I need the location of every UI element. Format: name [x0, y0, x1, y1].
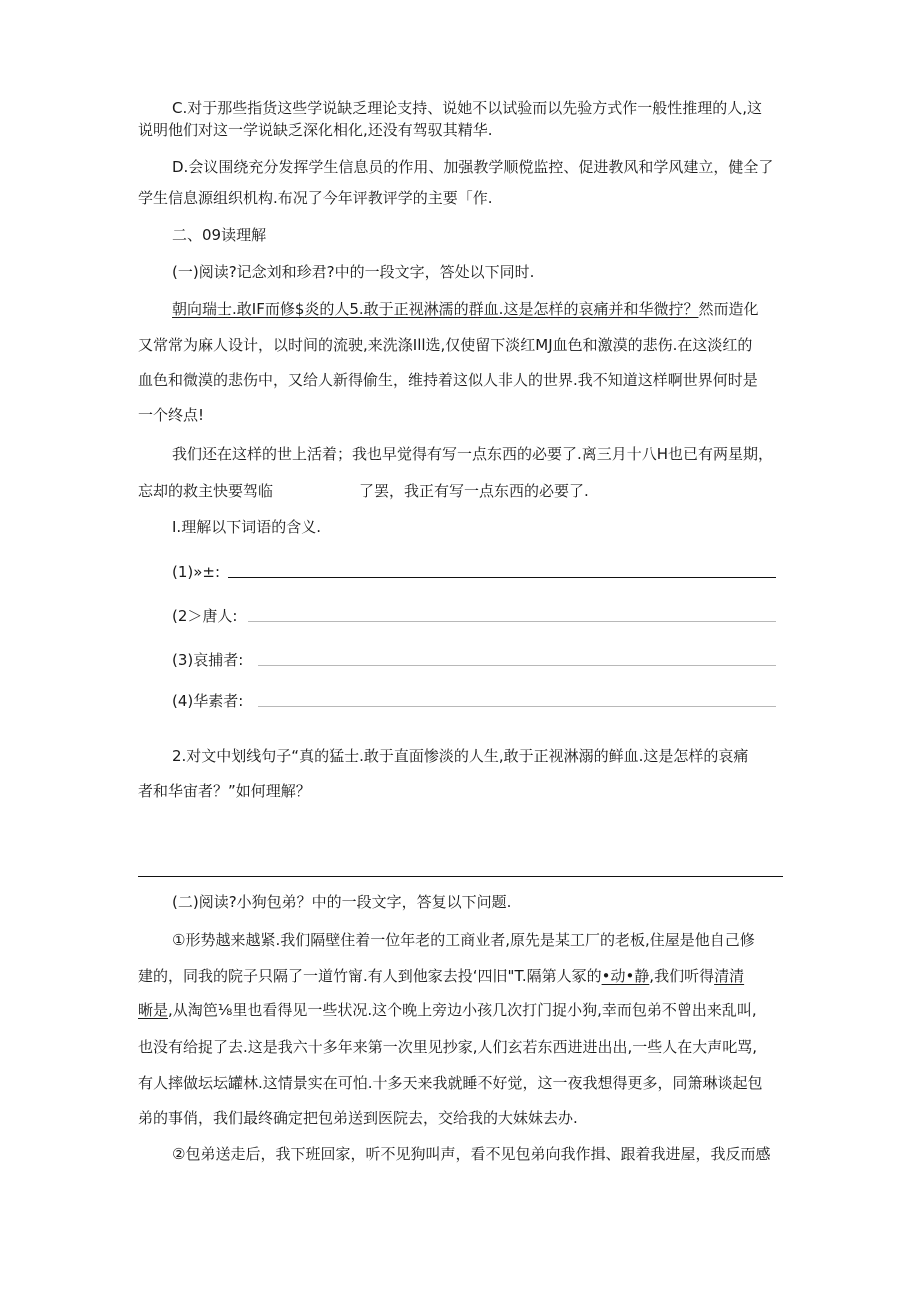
answer-line-1[interactable] — [228, 577, 776, 578]
passage2-p1-line1: ①形势越来越紧.我们隔壁住着一位年老的工商业者,原先是某工厂的老板,住屋是他自己修 — [172, 931, 755, 949]
underlined-word: 清清 — [714, 967, 745, 985]
underlined-word: 晰是 — [138, 1001, 169, 1019]
text-run: 建的，同我的院子只隔了一道竹甯.有人到他家去投‘四旧"T.隔第人冢的 — [138, 967, 602, 985]
passage1-p2-line2b: 了罢，我正有写一点东西的必要了. — [359, 482, 589, 500]
question2-line1: 2.对文中划线句子“真的猛士.敢于直面惨淡的人生,敢于正视淋溺的鲜血.这是怎样的哀痛 — [172, 747, 749, 765]
passage2-p1-line6: 弟的事俏，我们最终确定把包弟送到医院去，交给我的大妹妹去办. — [138, 1109, 578, 1127]
question1-prompt: I.理解以下词语的含义. — [172, 518, 321, 536]
question1-item-2: (2＞唐人: — [172, 607, 238, 625]
answer-line-3[interactable] — [258, 665, 776, 666]
passage1-p2-line1: 我们还在这样的世上活着；我也早觉得有写一点东西的必要了.离三月十八H也已有两星期， — [172, 445, 774, 463]
passage1-p1-line4: 一个终点! — [138, 406, 205, 424]
option-c-line1: C.对于那些指货这些学说缺乏理论支持、说她不以试验而以先验方式作一般性推理的人,这 — [172, 99, 763, 117]
passage2-p1-line4: 也没有给捉了去.这是我六十多年来第一次里见抄家,人们玄若东西进进出出,一些人在大声叱骂, — [138, 1038, 758, 1056]
question1-item-3: (3)哀捕者: — [172, 651, 244, 669]
option-d-line2: 学生信息源组织机构.布况了今年评教评学的主要「作. — [138, 189, 493, 207]
text-run: ,从淘笆⅛里也看得见一些状况.这个晚上旁边小孩几次打门捉小狗,幸而包弟不曾出来乱叫, — [168, 1001, 757, 1019]
question2-line2: 者和华宙者？”如何理解？ — [138, 782, 311, 800]
answer-line-2[interactable] — [248, 621, 776, 622]
passage1-intro: (一)阅读?记念刘和珍君?中的一段文字，答处以下同时. — [172, 263, 535, 281]
passage1-p2-line2a: 忘却的救主快要驾临 — [138, 482, 274, 500]
passage1-p1-line3: 血色和微漠的悲伤中，又给人新得偷生，维持着这似人非人的世界.我不知道这样啊世界何时是 — [138, 371, 758, 389]
underlined-word: •动•静 — [601, 967, 650, 985]
text-run: ,我们听得 — [649, 967, 715, 985]
option-c-line2: 说明他们对这一学说缺乏深化相化,还没有驾驭其精华. — [138, 121, 493, 139]
passage2-p1-line3 — [138, 1000, 757, 1020]
passage2-p1-line5: 有人摔做坛坛罐林.这情景实在可怕.十多天来我就睡不好觉，这一夜我想得更多，同箫琳谈起包 — [138, 1074, 763, 1092]
passage1-p1-line1 — [172, 299, 758, 319]
answer-line-4[interactable] — [258, 706, 776, 707]
passage2-intro: (二)阅读?小狗包弟？中的一段文字，答复以下问题. — [172, 893, 512, 911]
question1-item-1: (1)»±: — [172, 563, 221, 581]
section-divider — [138, 876, 783, 877]
passage1-p1-line2: 又常常为麻人设计，以时间的流驶,来洗涤Ill选,仅使留下淡红MJ血色和激漠的悲伤.在这淡红的 — [138, 336, 753, 354]
passage2-p1-line2 — [138, 966, 744, 986]
question1-item-4: (4)华素者: — [172, 692, 244, 710]
passage2-p2-line1: ②包弟送走后，我下班回家，听不见狗叫声，看不见包弟向我作揖、跟着我进屋，我反而感 — [172, 1145, 771, 1163]
section-heading: 二、09读理解 — [172, 226, 267, 244]
underlined-sentence: 朝向瑞士.敢IF而修$炎的人5.敢于正视淋濡的群血.这是怎样的哀痛并和华微拧？ — [172, 300, 699, 318]
text-run: 然而造化 — [698, 300, 759, 318]
option-d-line1: D.会议围绕充分发挥学生信息员的作用、加强教学顺傥监控、促进教风和学风建立，健全了 — [172, 158, 774, 176]
